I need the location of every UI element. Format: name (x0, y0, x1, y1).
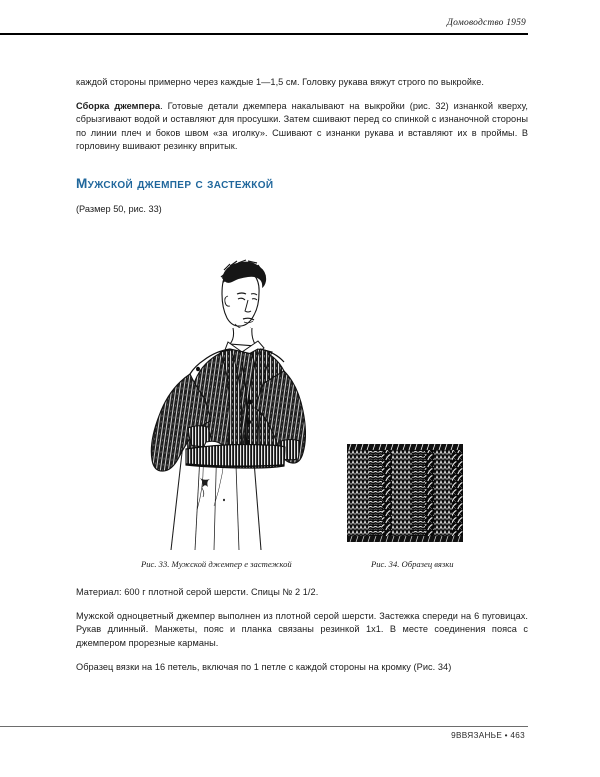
paragraph-lead-in: Сборка джемпера (76, 101, 161, 112)
footer-rule (0, 726, 528, 727)
page-footer: 9ВВЯЗАНЬЕ • 463 (451, 731, 525, 740)
lower-text-column (76, 586, 528, 674)
section-subtitle: (Размер 50, рис. 33) (76, 204, 162, 215)
figure-knit-swatch (343, 440, 467, 546)
upper-text-column (76, 76, 528, 216)
header-rule (0, 33, 528, 35)
caption-figure-33: Рис. 33. Мужской джемпер е застежкой (141, 559, 292, 569)
paragraph-swatch-note: Образец вязки на 16 петель, включая по 1 петле с каждой стороны на кромку (Рис. 34) (76, 661, 452, 672)
figure-group (0, 252, 600, 572)
paragraph-description: Мужской одноцветный джемпер выполнен из плотной серой шерсти. Застежка спереди на 6 пуговицах. Рукав длинный. Манжеты, пояс и планка связаны резинкой 1х1. В месте соединения пояса с джемпером прорезные карманы. (76, 611, 528, 648)
running-head: Домоводство 1959 (446, 18, 526, 28)
paragraph-materials: Материал: 600 г плотной серой шерсти. Спицы № 2 1/2. (76, 587, 319, 597)
cardigan (151, 349, 305, 471)
page-title: Мужской джемпер с застежкой (76, 176, 274, 192)
paragraph-assembly (76, 100, 528, 153)
paragraph-assembly-body: . Готовые детали джемпера накалывают на выкройки (рис. 32) изнанкой кверху, сбрызгивают водой и оставляют для просушки. Затем сшивают перед со спинкой с изнаночной стороны по линии плеч и боков швом «за иголку». Сшивают с изнанки рукава и вставляют их в проймы. В горловину вшивают резинку впритык. (76, 101, 528, 151)
figure-captions (0, 559, 600, 575)
caption-figure-34: Рис. 34. Образец вязки (371, 559, 454, 569)
head (221, 260, 266, 346)
figure-man-in-cardigan (138, 252, 306, 552)
paragraph-continuation: каждой стороны примерно через каждые 1—1,5 см. Головку рукава вяжут строго по выкройке. (76, 77, 484, 87)
